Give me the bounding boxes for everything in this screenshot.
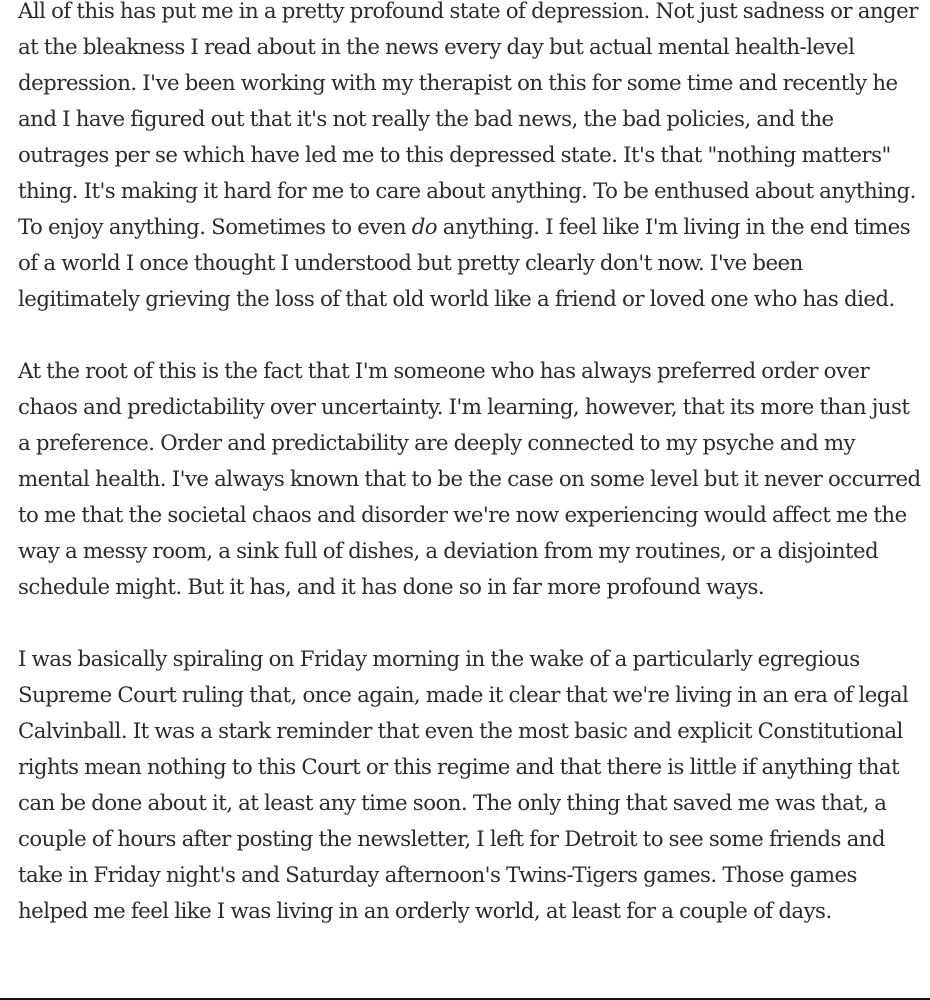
paragraph-twins-tigers: I was basically spiraling on Friday morning in the wake of a particularly egregious Supreme Court ruling that, once again, made it clear that we're living in an era of legal Calvinball. It was a stark reminder that even the most basic and explicit Constitutional rights mean nothing to this Court or this regime and that there is little if anything that can be done about it, at least any time soon. The only thing that saved me was that, a couple of hours after posting the newsletter, I left for Detroit to see some friends and take in Friday night's and Saturday afternoon's Twins-Tigers games. Those games helped me feel like I was living in an orderly world, at least for a couple of days.	[18, 647, 909, 924]
paragraph-order-over-chaos: At the root of this is the fact that I'm someone who has always preferred order over chaos and predictability over uncertainty. I'm learning, however, that its more than just a preference. Order and predictability are deeply connected to my psyche and my mental health. I've always known that to be the case on some level but it never occurred to me that the societal chaos and disorder we're now experiencing would affect me the way a messy room, a sink full of dishes, a deviation from my routines, or a disjointed schedule might. But it has, and it has done so in far more profound ways.	[18, 359, 921, 600]
paragraph-1-text-end: anything. I feel like I'm living in the end times of a world I once thought I understood but pretty clearly don't now. I've been legitimately grieving the loss of that old world like a friend or loved one who has died.	[18, 215, 911, 312]
article-body	[18, 0, 923, 930]
paragraph-depression	[18, 0, 923, 318]
paragraph-1-text-start: All of this has put me in a pretty profound state of depression. Not just sadness or anger at the bleakness I read about in the news every day but actual mental health-level depression. I've been working with my therapist on this for some time and recently he and I have figured out that it's not really the bad news, the bad policies, and the outrages per se which have led me to this depressed state. It's that "nothing matters" thing. It's making it hard for me to care about anything. To be enthused about anything. To enjoy anything. Sometimes to even	[18, 0, 918, 240]
emphasized-word: do	[411, 215, 438, 240]
